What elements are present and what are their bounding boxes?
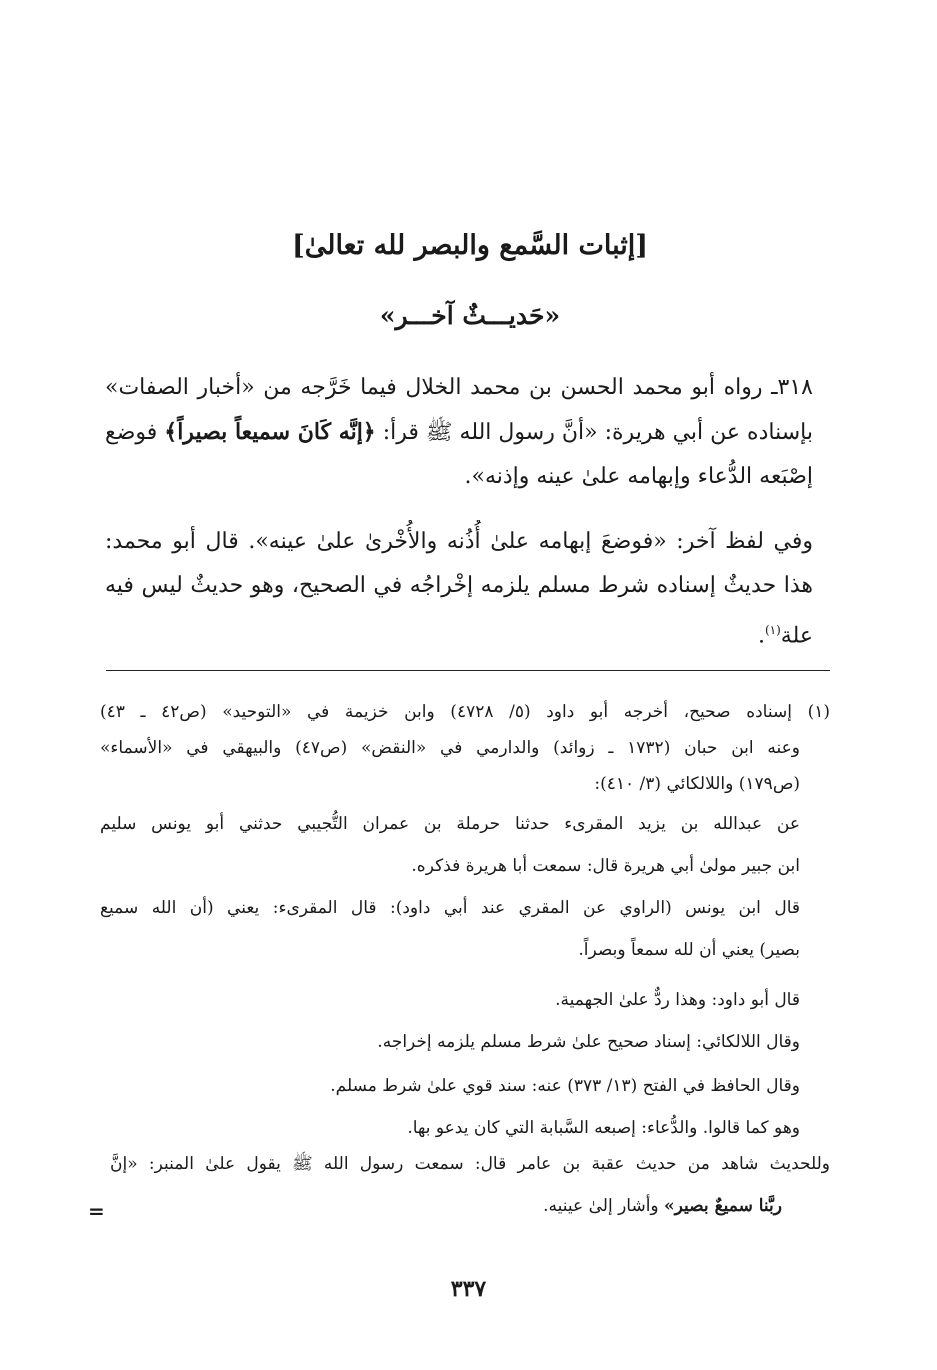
continuation-marker: = — [88, 1199, 105, 1223]
footnote-line-13-quote: ربَّنا سميعٌ بصير» — [664, 1196, 782, 1216]
hadith-318-paragraph — [105, 366, 813, 499]
hadith-318-line-1: ٣١٨ـ رواه أبو محمد الحسن بن محمد الخلال فيما خَرَّجه من «أخبار الصفات» — [105, 375, 813, 400]
footnote-line-5: ابن جبير مولىٰ أبي هريرة قال: سمعت أبا هريرة فذكره. — [411, 856, 800, 876]
footnote-line-4: عن عبدالله بن يزيد المقرىء حدثنا حرملة بن عمران التُّجيبي حدثني أبو يونس سليم — [100, 814, 800, 834]
footnote-separator — [106, 670, 830, 671]
page-number: ٣٣٧ — [450, 1276, 487, 1302]
footnote-line-9: وقال اللالكائي: إسناد صحيح علىٰ شرط مسلم يلزمه إخراجه. — [377, 1032, 800, 1052]
footnote-line-1: (١) إسناده صحيح، أخرجه أبو داود (٥/ ٤٧٢٨) وابن خزيمة في «التوحيد» (ص٤٢ ـ ٤٣) — [100, 702, 830, 722]
hadith-subtitle: «حَديـــثٌ آخـــر» — [379, 301, 561, 330]
footnote-line-13 — [543, 1188, 782, 1224]
footnote-line-7: بصير) يعني أن لله سمعاً وبصراً. — [578, 940, 800, 960]
footnote-line-10: وقال الحافظ في الفتح (١٣/ ٣٧٣) عنه: سند قوي علىٰ شرط مسلم. — [330, 1076, 800, 1096]
footnote-line-12: وللحديث شاهد من حديث عقبة بن عامر قال: سمعت رسول الله ﷺ يقول علىٰ المنبر: «إنَّ — [110, 1154, 830, 1174]
hadith-other-line-3-end: . — [757, 623, 765, 649]
hadith-other-wording-paragraph — [105, 520, 813, 658]
footnote-line-11: وهو كما قالوا. والدُّعاء: إصبعه السَّبابة التي كان يدعو بها. — [407, 1118, 800, 1138]
footnote-line-6: قال ابن يونس (الراوي عن المقري عند أبي داود): قال المقرىء: يعني (أن الله سميع — [100, 898, 800, 918]
hadith-318-line-2 — [105, 410, 813, 455]
footnote-line-8: قال أبو داود: وهذا ردٌّ علىٰ الجهمية. — [555, 990, 800, 1010]
hadith-318-line-3: إصْبَعه الدُّعاء وإبهامه علىٰ عينه وإذنه». — [464, 464, 813, 489]
quran-verse: ﴿إنَّه كَانَ سميعاً بصيراً﴾ — [164, 419, 376, 445]
footnote-line-13-end: وأشار إلىٰ عينيه. — [543, 1196, 665, 1216]
footnote-line-3: (ص١٧٩) واللالكائي (٣/ ٤١٠): — [594, 774, 800, 794]
hadith-other-line-3-text: علة — [780, 623, 813, 649]
hadith-other-line-1: وفي لفظ آخر: «فوضعَ إبهامه علىٰ أُذُنه والأُخْرىٰ علىٰ عينه». قال أبو محمد: — [105, 529, 813, 554]
hadith-other-line-2: هذا حديثٌ إسناده شرط مسلم يلزمه إخْراجُه في الصحيح، وهو حديثٌ ليس فيه — [105, 573, 813, 598]
hadith-other-line-3 — [105, 608, 813, 658]
hadith-318-line-2-start: بإسناده عن أبي هريرة: «أنَّ رسول الله ﷺ قرأ: — [375, 420, 813, 445]
chapter-title: [إثبات السَّمع والبصر لله تعالىٰ] — [291, 230, 649, 261]
footnote-reference: (١) — [764, 623, 781, 637]
hadith-318-line-2-end: فوضع — [105, 420, 165, 445]
footnote-line-2: وعنه ابن حبان (١٧٣٢ ـ زوائد) والدارمي في «النقض» (ص٤٧) والبيهقي في «الأسماء» — [100, 738, 800, 758]
